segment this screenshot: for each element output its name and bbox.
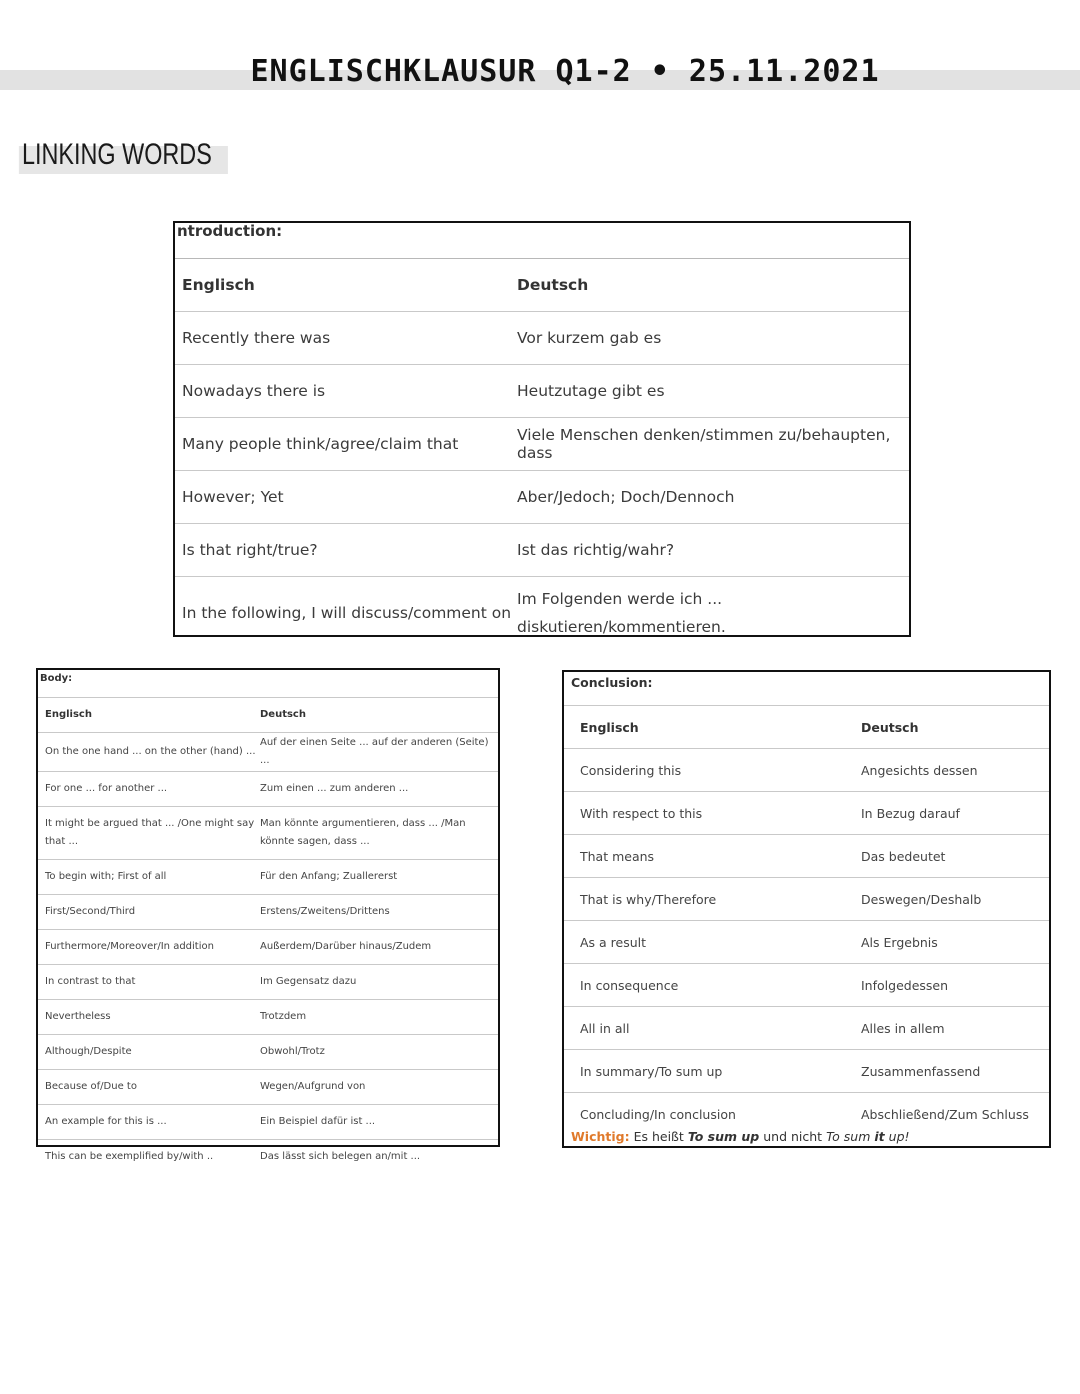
cell-german: Viele Menschen denken/stimmen zu/behaupten, dass [517,418,909,471]
table-row [175,524,909,577]
cell-english: In consequence [564,964,861,1007]
conclusion-title: Conclusion: [564,672,1049,706]
column-header-german: Deutsch [517,276,589,294]
cell-german: Vor kurzem gab es [517,312,909,365]
cell-german: Wegen/Aufgrund von [260,1070,498,1105]
cell-english: In the following, I will discuss/comment on [175,577,517,650]
cell-german: Abschließend/Zum Schluss [861,1093,1049,1136]
table-row [564,749,1049,792]
cell-english: Recently there was [175,312,517,365]
cell-german: Trotzdem [260,1000,498,1035]
cell-english: This can be exemplified by/with .. [38,1140,260,1175]
table-row [564,878,1049,921]
note-text: Es heißt [633,1129,684,1144]
column-header-english: Englisch [580,719,639,735]
note-wrong-word: it [874,1129,885,1144]
cell-german: Heutzutage gibt es [517,365,909,418]
cell-german: Im Gegensatz dazu [260,965,498,1000]
cell-german: Erstens/Zweitens/Drittens [260,895,498,930]
body-table [36,668,500,1162]
cell-german: Das lässt sich belegen an/mit ... [260,1140,498,1175]
cell-english: With respect to this [564,792,861,835]
table-row [564,792,1049,835]
table-row [564,964,1049,1007]
note-text: und nicht [763,1129,823,1144]
cell-english: For one ... for another ... [38,772,260,807]
cell-german: Zusammenfassend [861,1050,1049,1093]
cell-german: Deswegen/Deshalb [861,878,1049,921]
table-row [38,1000,498,1035]
section-label: LINKING WORDS [22,138,212,171]
table-row [38,965,498,1000]
table-row [38,1035,498,1070]
cell-english: Many people think/agree/claim that [175,418,517,471]
cell-english: Nowadays there is [175,365,517,418]
note-label: Wichtig: [571,1129,630,1144]
table-row [175,471,909,524]
column-header-german: Deutsch [861,719,919,735]
cell-german: Man könnte argumentieren, dass ... /Man könnte sagen, dass ... [260,807,498,860]
cell-english: That is why/Therefore [564,878,861,921]
cell-german: Ein Beispiel dafür ist ... [260,1105,498,1140]
table-row [564,835,1049,878]
cell-german: Auf der einen Seite ... auf der anderen (Seite) ... [260,733,498,772]
table-row [564,1007,1049,1050]
cell-english: An example for this is ... [38,1105,260,1140]
table-row [175,418,909,471]
cell-german: Ist das richtig/wahr? [517,524,909,577]
note-phrase: To sum up [687,1129,760,1144]
cell-german: Obwohl/Trotz [260,1035,498,1070]
cell-german: Zum einen ... zum anderen ... [260,772,498,807]
table-row [175,312,909,365]
conclusion-table [562,670,1051,1148]
cell-german: Das bedeutet [861,835,1049,878]
cell-english: Nevertheless [38,1000,260,1035]
table-row [38,930,498,965]
cell-english: It might be argued that ... /One might say that ... [38,807,260,860]
note-wrong-end: up! [888,1129,910,1144]
cell-german: Infolgedessen [861,964,1049,1007]
page-title: ENGLISCHKLAUSUR Q1-2 • 25.11.2021 [250,54,880,89]
cell-english: Because of/Due to [38,1070,260,1105]
note-wrong-phrase: To sum [826,1129,871,1144]
cell-english: Considering this [564,749,861,792]
cell-english: Furthermore/Moreover/In addition [38,930,260,965]
cell-english: Concluding/In conclusion [564,1093,861,1136]
cell-german: Alles in allem [861,1007,1049,1050]
column-header-german: Deutsch [260,709,306,720]
cell-german: In Bezug darauf [861,792,1049,835]
table-row [38,1105,498,1140]
body-title: Body: [38,670,498,698]
cell-german: Angesichts dessen [861,749,1049,792]
table-header-row [38,698,498,733]
table-header-row [564,706,1049,749]
cell-german: Als Ergebnis [861,921,1049,964]
introduction-title: ntroduction: [175,223,909,259]
table-row [38,733,498,772]
cell-german: Außerdem/Darüber hinaus/Zudem [260,930,498,965]
cell-english: In contrast to that [38,965,260,1000]
table-row [175,577,909,650]
table-row [38,1070,498,1105]
important-note [571,1129,910,1144]
table-header-row [175,259,909,312]
cell-english: In summary/To sum up [564,1050,861,1093]
cell-english: However; Yet [175,471,517,524]
table-row [564,921,1049,964]
cell-english: First/Second/Third [38,895,260,930]
table-row [175,365,909,418]
cell-english: Is that right/true? [175,524,517,577]
table-row [38,1140,498,1175]
column-header-english: Englisch [45,709,92,720]
table-row [38,772,498,807]
cell-english: On the one hand ... on the other (hand) ... [38,733,260,772]
cell-english: All in all [564,1007,861,1050]
cell-german: Aber/Jedoch; Doch/Dennoch [517,471,909,524]
cell-english: Although/Despite [38,1035,260,1070]
table-row [564,1050,1049,1093]
table-row [38,895,498,930]
table-row [38,807,498,860]
cell-english: As a result [564,921,861,964]
table-row [38,860,498,895]
column-header-english: Englisch [182,276,255,294]
cell-english: To begin with; First of all [38,860,260,895]
cell-german: Für den Anfang; Zuallererst [260,860,498,895]
cell-german: Im Folgenden werde ich ... diskutieren/kommentieren. [517,577,909,650]
cell-english: That means [564,835,861,878]
introduction-table [173,221,911,637]
